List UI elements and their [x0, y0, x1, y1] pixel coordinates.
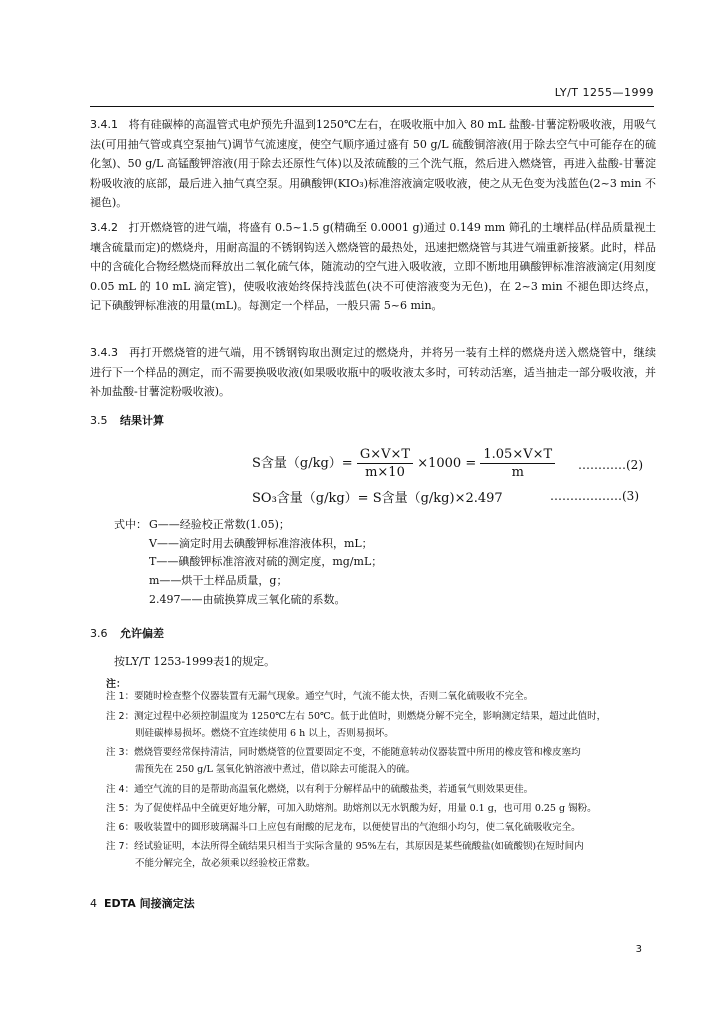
where-intro: 式中：: [114, 518, 147, 531]
note-4: 注 4：通空气流的目的是帮助高温氧化燃烧，以有利于分解样品中的硫酸盐类，若通氧气则效果更佳。: [106, 784, 534, 795]
variable-definition: 2.497——由硫换算成三氧化硫的系数。: [149, 592, 346, 606]
fraction: $\frac{1.05\times V\times T}{m}$: [480, 446, 555, 481]
paragraph-3-4-3: [90, 343, 656, 402]
variable-definitions: [149, 516, 382, 610]
equation-number-2: …………(2): [578, 458, 643, 472]
section-heading-3-5: 3.5 结果计算: [90, 414, 164, 427]
variable-definition: G——经验校正常数(1.05)；: [149, 518, 290, 531]
paragraph-3-4-1: [90, 115, 656, 213]
note-5: 注 5：为了促使样品中全硫更好地分解，可加入助熔剂。助熔剂以无水钒酸为好，用量 0.1 g，也可用 0.25 g 锡粉。: [106, 803, 597, 814]
paragraph-3-4-2: [90, 218, 656, 316]
tolerance-text: 按LY/T 1253-1999表1的规定。: [114, 655, 276, 668]
formula-sulfur-content: S含量（g/kg）= $\frac{G\times V\times T}{m\times 10}$ ×1000 = $\frac{1.05\times V\times T}{m}$: [252, 446, 555, 481]
variable-definition: T——碘酸钾标准溶液对硫的测定度，mg/mL；: [149, 555, 383, 569]
section-heading-3-6: 3.6 允许偏差: [90, 627, 164, 640]
variable-definition: V——滴定时用去碘酸钾标准溶液体积，mL；: [149, 536, 373, 550]
header-rule: [90, 106, 654, 107]
section-heading-4: 4 EDTA 间接滴定法: [90, 897, 195, 910]
formula-so3-content: SO₃含量（g/kg）= S含量（g/kg)×2.497: [252, 491, 503, 506]
fraction: $\frac{G\times V\times T}{m\times 10}$: [357, 446, 413, 481]
variable-definition: m——烘干土样品质量，g；: [149, 574, 288, 588]
clause-number: 3.4.1: [90, 118, 118, 131]
note-6: 注 6：吸收装置中的圆形玻璃漏斗口上应包有耐酸的尼龙布，以便使冒出的气泡细小均匀，使二氧化硫吸收完全。: [106, 822, 581, 833]
standard-code: LY/T 1255—1999: [554, 86, 654, 99]
notes-title: 注：: [106, 679, 126, 690]
note-2: 注 2：测定过程中必须控制温度为 1250℃左右 50℃。低于此值时，则燃烧分解不完全，影响测定结果，超过此值时， 则硅碳棒易损坏。燃烧不宜连续使用 6 h 以上，否则易损坏。: [106, 711, 607, 739]
clause-number: 3.4.2: [90, 221, 118, 234]
equation-number-3: ………………(3): [550, 489, 639, 503]
clause-text: 打开燃烧管的进气端，将盛有 0.5~1.5 g(精确至 0.0001 g)通过 0.149 mm 筛孔的土壤样品(样品质量视土壤含硫量而定)的燃烧舟，用耐高温的不锈钢钩送入燃烧管的最热处，迅速把燃烧管与其进气端重新接紧。此时，样品中的含硫化合物经燃烧而释放出二氧化硫气体，随流动的空气进入吸收液，立即不断地用碘酸钾标准溶液滴定(用刻度 0.05 mL 的 10 mL 滴定管)，使吸收液始终保持浅蓝色(决不可使溶液变为无色)，在 2~3 min 不褪色即达终点，记下碘酸钾标准液的用量(mL)。每测定一个样品，一般只需 5~6 min。: [90, 221, 656, 313]
note-7: 注 7：经试验证明，本法所得全硫结果只相当于实际含量的 95%左右，其原因是某些硫酸盐(如硫酸钡)在短时间内 不能分解完全，故必须乘以经验校正常数。: [106, 841, 584, 869]
page-number: 3: [635, 944, 642, 955]
clause-text: 再打开燃烧管的进气端，用不锈钢钩取出测定过的燃烧舟，并将另一装有土样的燃烧舟送入燃烧管中，继续进行下一个样品的测定，而不需要换吸收液(如果吸收瓶中的吸收液太多时，可转动活塞，适当抽走一部分吸收液，并补加盐酸-甘薯淀粉吸收液)。: [90, 346, 656, 399]
clause-text: 将有硅碳棒的高温管式电炉预先升温到1250℃左右，在吸收瓶中加入 80 mL 盐酸-甘薯淀粉吸收液，用吸气法(可用抽气管或真空泵抽气)调节气流速度，使空气顺序通过盛有 50 g/L 硫酸铜溶液(用于除去空气中可能存在的硫化氢)、50 g/L 高锰酸钾溶液(用于除去还原性气体)以及浓硫酸的三个洗气瓶，然后进入燃烧管，再进入盐酸-甘薯淀粉吸收液的底部，最后进入抽气真空泵。用碘酸钾(KIO₃)标准溶液滴定吸收液，使之从无色变为浅蓝色(2~3 min 不褪色)。: [90, 118, 656, 210]
clause-number: 3.4.3: [90, 346, 118, 359]
note-1: 注 1：要随时检查整个仪器装置有无漏气现象。通空气时，气流不能太快，否则二氧化硫吸收不完全。: [106, 691, 534, 702]
note-3: 注 3：燃烧管要经常保持清洁，同时燃烧管的位置要固定不变，不能随意转动仪器装置中所用的橡皮管和橡皮塞均 需预先在 250 g/L 氢氧化钠溶液中煮过，借以除去可能混入的硫。: [106, 747, 581, 775]
